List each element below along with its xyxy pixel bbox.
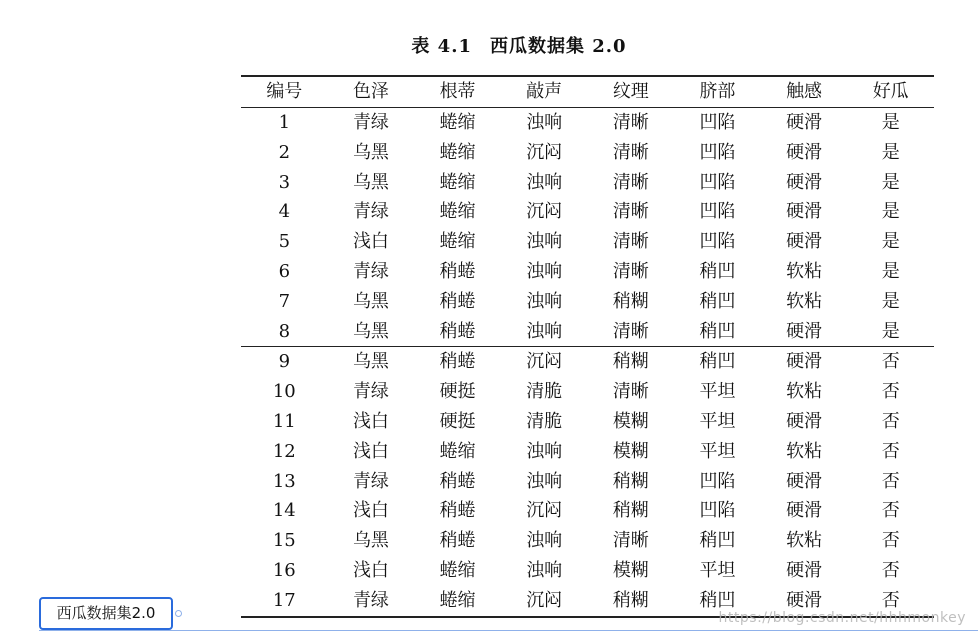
table-cell: 清晰 — [612, 141, 649, 163]
table-cell: 浅白 — [352, 410, 389, 432]
table-cell: 凹陷 — [699, 201, 736, 223]
table-cell: 沉闷 — [501, 586, 588, 617]
row-index-cell: 8 — [241, 317, 328, 347]
table-row — [241, 377, 934, 407]
table-cell: 沉闷 — [526, 351, 563, 373]
table-cell: 浊响 — [526, 530, 563, 552]
table-cell: 模糊 — [612, 559, 649, 581]
table-cell: 平坦 — [699, 381, 736, 403]
table-cell: 软粘 — [786, 260, 823, 282]
chip-underline — [39, 630, 978, 631]
table-cell: 硬滑 — [786, 351, 823, 373]
table-cell: 否 — [881, 500, 900, 522]
row-index-cell: 5 — [278, 231, 291, 253]
table-cell: 硬滑 — [786, 141, 823, 163]
table-cell: 蜷缩 — [439, 559, 476, 581]
table-cell: 硬滑 — [786, 559, 823, 581]
table-cell: 浅白 — [352, 231, 389, 253]
column-header: 敲声 — [526, 81, 563, 102]
table-cell: 硬滑 — [786, 201, 823, 223]
data-table — [241, 75, 934, 618]
table-cell: 清脆 — [526, 410, 563, 432]
row-index-cell: 10 — [272, 381, 296, 403]
table-row — [241, 227, 934, 257]
table-cell: 是 — [881, 201, 900, 223]
table-header-row — [241, 76, 934, 108]
table-row — [241, 556, 934, 586]
table-cell: 硬挺 — [439, 381, 476, 403]
watermelon-table — [241, 75, 934, 618]
table-cell: 硬滑 — [761, 317, 848, 347]
table-row — [241, 257, 934, 287]
table-cell: 浊响 — [526, 231, 563, 253]
table-cell: 清晰 — [612, 171, 649, 193]
table-cell: 沉闷 — [526, 141, 563, 163]
row-index-cell: 13 — [272, 470, 296, 492]
table-cell: 清晰 — [612, 112, 649, 133]
table-row — [241, 496, 934, 526]
table-cell: 软粘 — [786, 530, 823, 552]
table-cell: 青绿 — [352, 260, 389, 282]
row-index-cell: 7 — [278, 290, 291, 312]
table-cell: 是 — [847, 317, 934, 347]
table-cell: 浊响 — [526, 290, 563, 312]
row-index-cell: 16 — [272, 559, 296, 581]
table-cell: 稍蜷 — [439, 500, 476, 522]
table-cell: 清晰 — [588, 317, 675, 347]
table-cell: 青绿 — [328, 586, 415, 617]
row-index-cell: 11 — [272, 410, 296, 432]
table-cell: 清晰 — [612, 381, 649, 403]
row-index-cell: 6 — [278, 260, 291, 282]
column-header: 好瓜 — [872, 81, 909, 102]
table-cell: 稍蜷 — [439, 290, 476, 312]
table-cell: 是 — [881, 112, 900, 133]
table-cell: 硬滑 — [786, 470, 823, 492]
row-index-cell: 4 — [278, 201, 291, 223]
table-cell: 浅白 — [352, 559, 389, 581]
table-cell: 否 — [881, 381, 900, 403]
table-cell: 稍糊 — [612, 470, 649, 492]
table-cell: 硬滑 — [786, 500, 823, 522]
table-cell: 浅白 — [352, 500, 389, 522]
table-cell: 浊响 — [526, 260, 563, 282]
table-cell: 稍蜷 — [439, 530, 476, 552]
table-cell: 清晰 — [612, 530, 649, 552]
table-row — [241, 526, 934, 556]
table-cell: 是 — [881, 260, 900, 282]
table-cell: 硬挺 — [439, 410, 476, 432]
table-row — [241, 317, 934, 347]
row-index-cell: 3 — [278, 171, 291, 193]
table-cell: 浊响 — [526, 559, 563, 581]
table-cell: 软粘 — [786, 381, 823, 403]
table-cell: 青绿 — [352, 112, 389, 133]
table-row — [241, 197, 934, 227]
row-index-cell: 17 — [241, 586, 328, 617]
table-cell: 稍糊 — [588, 586, 675, 617]
caption-label: 表 4.1 — [411, 36, 472, 57]
table-cell: 稍凹 — [674, 317, 761, 347]
table-cell: 硬滑 — [786, 171, 823, 193]
table-cell: 浅白 — [352, 440, 389, 462]
table-cell: 青绿 — [352, 201, 389, 223]
table-cell: 蜷缩 — [414, 586, 501, 617]
table-caption — [0, 32, 978, 58]
table-cell: 清脆 — [526, 381, 563, 403]
table-cell: 稍凹 — [699, 351, 736, 373]
caption-title: 西瓜数据集 2.0 — [490, 36, 627, 57]
table-cell: 蜷缩 — [439, 231, 476, 253]
table-cell: 稍蜷 — [439, 260, 476, 282]
table-cell: 是 — [881, 171, 900, 193]
table-cell: 否 — [881, 351, 900, 373]
table-row — [241, 168, 934, 198]
table-cell: 否 — [881, 410, 900, 432]
row-index-cell: 9 — [278, 351, 291, 373]
table-cell: 平坦 — [699, 440, 736, 462]
column-header: 编号 — [266, 81, 303, 102]
table-row — [241, 287, 934, 317]
table-cell: 浊响 — [526, 470, 563, 492]
table-cell: 凹陷 — [699, 171, 736, 193]
table-cell: 凹陷 — [699, 500, 736, 522]
table-cell: 模糊 — [612, 440, 649, 462]
table-cell: 蜷缩 — [439, 171, 476, 193]
table-cell: 稍凹 — [674, 586, 761, 617]
table-cell: 稍糊 — [612, 500, 649, 522]
table-cell: 软粘 — [786, 290, 823, 312]
row-index-cell: 15 — [272, 530, 296, 552]
table-cell: 是 — [881, 231, 900, 253]
table-cell: 凹陷 — [699, 231, 736, 253]
column-header: 色泽 — [352, 81, 389, 102]
column-header: 纹理 — [612, 81, 649, 102]
table-cell: 模糊 — [612, 410, 649, 432]
table-cell: 否 — [881, 559, 900, 581]
table-cell: 稍凹 — [699, 290, 736, 312]
table-cell: 乌黑 — [352, 530, 389, 552]
table-cell: 是 — [881, 290, 900, 312]
table-row — [241, 347, 934, 377]
table-cell: 浊响 — [526, 112, 563, 133]
column-header: 触感 — [786, 81, 823, 102]
table-cell: 否 — [881, 440, 900, 462]
table-cell: 稍蜷 — [414, 317, 501, 347]
table-cell: 蜷缩 — [439, 112, 476, 133]
table-cell: 清晰 — [612, 260, 649, 282]
column-header: 根蒂 — [439, 81, 476, 102]
table-cell: 乌黑 — [352, 351, 389, 373]
row-index-cell: 1 — [278, 112, 291, 133]
chip-handle-icon — [175, 610, 182, 617]
table-cell: 硬滑 — [761, 586, 848, 617]
table-cell: 浊响 — [501, 317, 588, 347]
table-cell: 青绿 — [352, 381, 389, 403]
table-cell: 沉闷 — [526, 201, 563, 223]
table-cell: 凹陷 — [699, 470, 736, 492]
table-cell: 蜷缩 — [439, 201, 476, 223]
table-row — [241, 467, 934, 497]
table-cell: 乌黑 — [328, 317, 415, 347]
table-cell: 清晰 — [612, 231, 649, 253]
table-cell: 否 — [881, 470, 900, 492]
table-cell: 浊响 — [526, 171, 563, 193]
table-cell: 乌黑 — [352, 290, 389, 312]
table-cell: 是 — [881, 141, 900, 163]
table-row — [241, 138, 934, 168]
table-cell: 硬滑 — [786, 112, 823, 133]
table-cell: 稍糊 — [612, 351, 649, 373]
table-cell: 蜷缩 — [439, 440, 476, 462]
row-index-cell: 2 — [278, 141, 291, 163]
table-cell: 蜷缩 — [439, 141, 476, 163]
table-cell: 稍蜷 — [439, 470, 476, 492]
watermark-text: https://blog.csdn.net/hhhmonkey — [718, 610, 966, 626]
table-cell: 硬滑 — [786, 410, 823, 432]
table-row — [241, 437, 934, 467]
table-cell: 软粘 — [786, 440, 823, 462]
table-cell: 清晰 — [612, 201, 649, 223]
table-cell: 稍蜷 — [439, 351, 476, 373]
table-cell: 浊响 — [526, 440, 563, 462]
row-index-cell: 14 — [272, 500, 296, 522]
table-row — [241, 407, 934, 437]
row-index-cell: 12 — [272, 440, 296, 462]
table-cell: 乌黑 — [352, 171, 389, 193]
table-body — [241, 108, 934, 617]
table-cell: 硬滑 — [786, 231, 823, 253]
column-header: 脐部 — [699, 81, 736, 102]
table-cell: 凹陷 — [699, 141, 736, 163]
table-cell: 沉闷 — [526, 500, 563, 522]
table-cell: 稍凹 — [699, 260, 736, 282]
table-cell: 乌黑 — [352, 141, 389, 163]
title-chip[interactable]: 西瓜数据集2.0 — [39, 597, 173, 630]
table-cell: 稍凹 — [699, 530, 736, 552]
table-cell: 稍糊 — [612, 290, 649, 312]
table-row — [241, 108, 934, 138]
table-cell: 青绿 — [352, 470, 389, 492]
table-cell: 否 — [881, 530, 900, 552]
table-cell: 平坦 — [699, 559, 736, 581]
table-cell: 平坦 — [699, 410, 736, 432]
table-cell: 凹陷 — [699, 112, 736, 133]
table-cell: 否 — [847, 586, 934, 617]
